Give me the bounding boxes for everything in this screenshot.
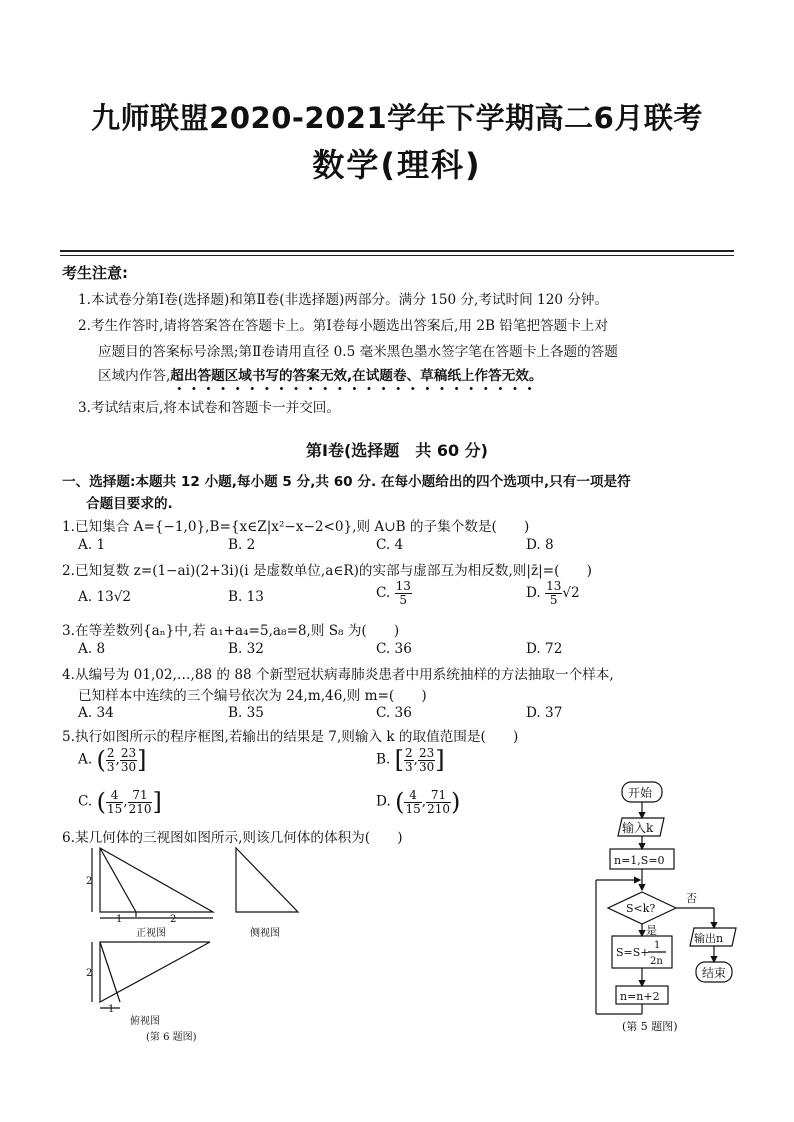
side-view <box>236 848 298 939</box>
q2-option-d-fraction: $\frac{13}{5}$ <box>546 579 562 607</box>
front-view-label: 正视图 <box>136 928 166 939</box>
q2-option-c: C. $\frac{13}{5}$ <box>376 579 411 607</box>
top-rule <box>60 250 734 252</box>
front-height-label: 2 <box>86 876 93 887</box>
notice-item-3: 3.考试结束后,将本试卷和答题卡一并交回。 <box>78 400 340 416</box>
question-1-stem: 1.已知集合 A={−1,0},B={x∈Z|x²−x−2<0},则 A∪B 的子集个数是( ) <box>62 519 530 535</box>
three-view-figure <box>80 842 320 1047</box>
notice-item-2-area: 区域内作答, <box>98 368 171 384</box>
section-instruction-cont: 合题目要求的. <box>86 496 173 512</box>
side-view-label: 侧视图 <box>250 928 280 939</box>
section-instruction: 一、选择题:本题共 12 小题,每小题 5 分,共 60 分. 在每小题给出的四个选项中,只有一项是符 <box>62 474 631 490</box>
question-6-stem: 6.某几何体的三视图如图所示,则该几何体的体积为( ) <box>62 830 403 846</box>
q3-option-c: C. 36 <box>376 641 412 657</box>
notice-emphasis: 超出答题区域书写的答案无效,在试题卷、草稿纸上作答无效。 <box>170 368 543 384</box>
notice-item-2-cont2 <box>98 364 543 384</box>
notice-item-2-cont: 应题目的答案标号涂黑;第Ⅱ卷请用直径 0.5 毫米黑色墨水签字笔在答题卡上各题的答题 <box>98 344 618 360</box>
top-view-label: 俯视图 <box>130 1016 160 1027</box>
svg-text:n=1,S=0: n=1,S=0 <box>614 854 665 867</box>
section-title: 第Ⅰ卷(选择题 共 60 分) <box>306 441 488 460</box>
svg-text:S=S+: S=S+ <box>616 946 650 959</box>
q5-option-a: A. ( $\frac{2}{3}$ , $\frac{23}{30}$ ] <box>78 745 147 774</box>
q3-option-b: B. 32 <box>228 641 264 657</box>
front-view <box>86 848 213 939</box>
question-4-stem: 4.从编号为 01,02,…,88 的 88 个新型冠状病毒肺炎患者中用系统抽样的方法抽取一个样本, <box>62 667 614 683</box>
svg-text:开始: 开始 <box>628 786 653 800</box>
svg-text:n=n+2: n=n+2 <box>620 990 660 1003</box>
top-view <box>86 942 210 1027</box>
q4-option-c: C. 36 <box>376 705 412 721</box>
exam-title: 九师联盟2020-2021学年下学期高二6月联考 <box>91 101 703 135</box>
question-2-stem: 2.已知复数 z=(1−ai)(2+3i)(i 是虚数单位,a∈R)的实部与虚部互为相反数,则|z̄|=( ) <box>62 563 592 579</box>
top-rule-thin <box>60 255 734 256</box>
question-4-stem-cont: 已知样本中连续的三个编号依次为 24,m,46,则 m=( ) <box>78 688 427 704</box>
svg-text:否: 否 <box>686 892 697 905</box>
flowchart-figure <box>590 776 740 1038</box>
q3-option-a: A. 8 <box>78 641 106 657</box>
question-3-stem: 3.在等差数列{aₙ}中,若 a₁+a₄=5,a₈=8,则 S₈ 为( ) <box>62 623 400 639</box>
svg-text:2n: 2n <box>650 956 663 967</box>
figure-6-caption: (第 6 题图) <box>146 1032 197 1043</box>
q1-option-c: C. 4 <box>376 537 404 553</box>
subject-title: 数学(理科) <box>312 146 482 184</box>
q2-option-d: D. $\frac{13}{5}$ √2 <box>526 579 580 607</box>
svg-text:结束: 结束 <box>702 966 727 980</box>
svg-text:输出n: 输出n <box>694 932 724 945</box>
q1-option-d: D. 8 <box>526 537 554 553</box>
q4-option-d: D. 37 <box>526 705 563 721</box>
top-height-label: 2 <box>86 968 93 979</box>
notice-item-1: 1.本试卷分第Ⅰ卷(选择题)和第Ⅱ卷(非选择题)两部分。满分 150 分,考试时间 120 分钟。 <box>78 292 609 308</box>
question-5-stem: 5.执行如图所示的程序框图,若输出的结果是 7,则输入 k 的取值范围是( ) <box>62 729 519 745</box>
notice-item-2: 2.考生作答时,请将答案答在答题卡上。第Ⅰ卷每小题选出答案后,用 2B 铅笔把答题卡上对 <box>78 318 609 334</box>
svg-text:输入k: 输入k <box>622 821 654 835</box>
q5-option-b: B. [ $\frac{2}{3}$ , $\frac{23}{30}$ ] <box>376 745 445 774</box>
q4-option-a: A. 34 <box>78 705 114 721</box>
top-width-label: 1 <box>108 1004 115 1015</box>
q2-option-c-fraction: $\frac{13}{5}$ <box>395 579 411 607</box>
q5-option-c: C. ( $\frac{4}{15}$ , $\frac{71}{210}$ ] <box>78 787 162 816</box>
svg-text:1: 1 <box>654 940 661 951</box>
svg-text:S<k?: S<k? <box>626 902 656 915</box>
q4-option-b: B. 35 <box>228 705 264 721</box>
q5-option-d: D. ( $\frac{4}{15}$ , $\frac{71}{210}$ ) <box>376 787 461 816</box>
notice-heading: 考生注意: <box>62 264 128 282</box>
q1-option-b: B. 2 <box>228 537 256 553</box>
front-width1-label: 1 <box>116 914 123 925</box>
q2-option-b: B. 13 <box>228 589 264 605</box>
front-width2-label: 2 <box>170 914 177 925</box>
svg-text:是: 是 <box>646 924 657 937</box>
q3-option-d: D. 72 <box>526 641 563 657</box>
q1-option-a: A. 1 <box>78 537 106 553</box>
figure-5-caption: (第 5 题图) <box>622 1020 678 1033</box>
q2-option-a: A. 13√2 <box>78 589 132 605</box>
